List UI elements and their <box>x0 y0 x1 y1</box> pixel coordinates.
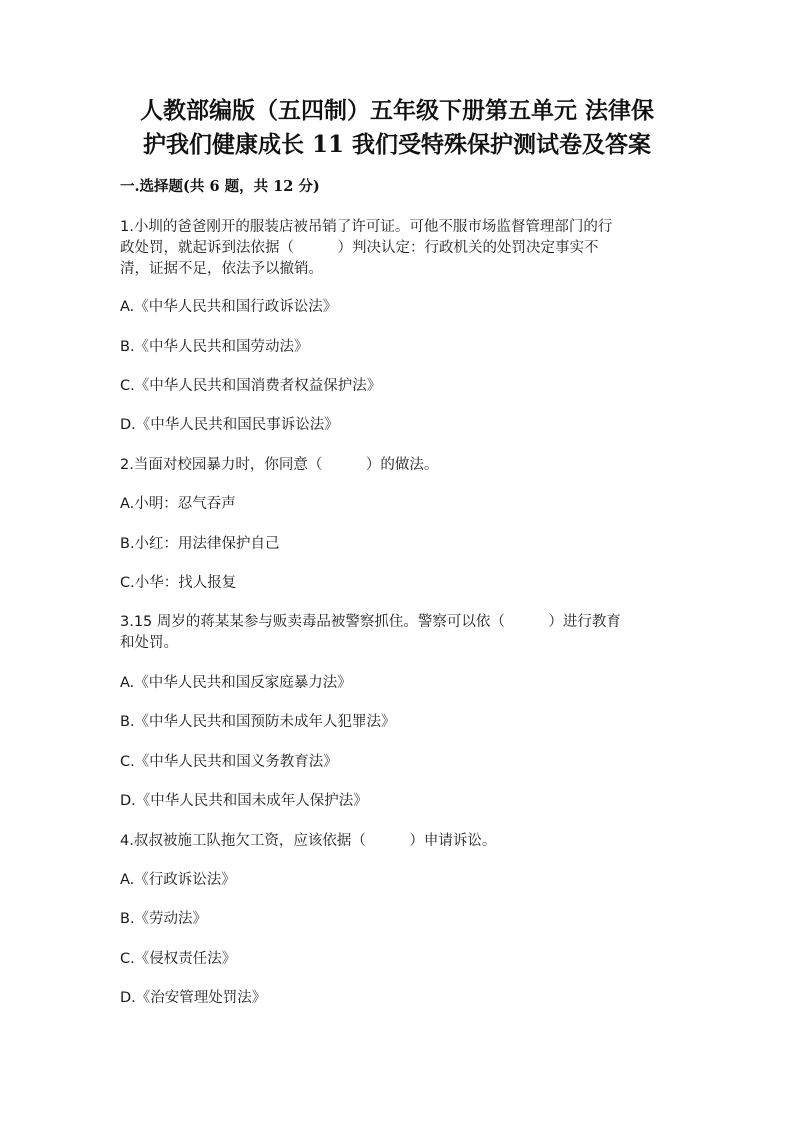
question-2-stem-line-1: 2.当面对校园暴力时，你同意（ ）的做法。 <box>120 457 439 473</box>
question-4-option-c: C.《侵权责任法》 <box>120 951 237 967</box>
question-4-option-a: A.《行政诉讼法》 <box>120 872 236 888</box>
question-1-option-d: D.《中华人民共和国民事诉讼法》 <box>120 417 339 433</box>
question-4-option-b: B.《劳动法》 <box>120 911 208 927</box>
question-1-stem-line-1: 1.小圳的爸爸刚开的服装店被吊销了许可证。可他不服市场监督管理部门的行 <box>120 219 613 235</box>
question-3-stem-line-2: 和处罚。 <box>120 635 178 651</box>
question-1-stem-line-2: 政处罚，就起诉到法依据（ ）判决认定：行政机关的处罚决定事实不 <box>120 240 599 256</box>
question-3-option-c: C.《中华人民共和国义务教育法》 <box>120 754 338 770</box>
question-1-option-b: B.《中华人民共和国劳动法》 <box>120 339 309 355</box>
question-4-option-d: D.《治安管理处罚法》 <box>120 990 267 1006</box>
section-heading: 一.选择题(共 6 题，共 12 分) <box>120 178 320 195</box>
question-1-option-c: C.《中华人民共和国消费者权益保护法》 <box>120 378 382 394</box>
question-2-option-c: C.小华：找人报复 <box>120 575 237 591</box>
document-title-line-1: 人教部编版（五四制）五年级下册第五单元 法律保 <box>139 97 654 124</box>
question-4-stem-line-1: 4.叔叔被施工队拖欠工资，应该依据（ ）申请诉讼。 <box>120 833 497 849</box>
question-3-option-b: B.《中华人民共和国预防未成年人犯罪法》 <box>120 714 396 730</box>
question-2-option-b: B.小红：用法律保护自己 <box>120 536 280 552</box>
question-1-stem-line-3: 清，证据不足，依法予以撤销。 <box>120 261 323 277</box>
document-title-line-2: 护我们健康成长 11 我们受特殊保护测试卷及答案 <box>142 131 652 158</box>
question-3-stem-line-1: 3.15 周岁的蒋某某参与贩卖毒品被警察抓住。警察可以依（ ）进行教育 <box>120 614 621 630</box>
question-3-option-a: A.《中华人民共和国反家庭暴力法》 <box>120 675 352 691</box>
question-1-option-a: A.《中华人民共和国行政诉讼法》 <box>120 299 338 315</box>
question-2-option-a: A.小明：忍气吞声 <box>120 496 236 512</box>
question-3-option-d: D.《中华人民共和国未成年人保护法》 <box>120 793 368 809</box>
